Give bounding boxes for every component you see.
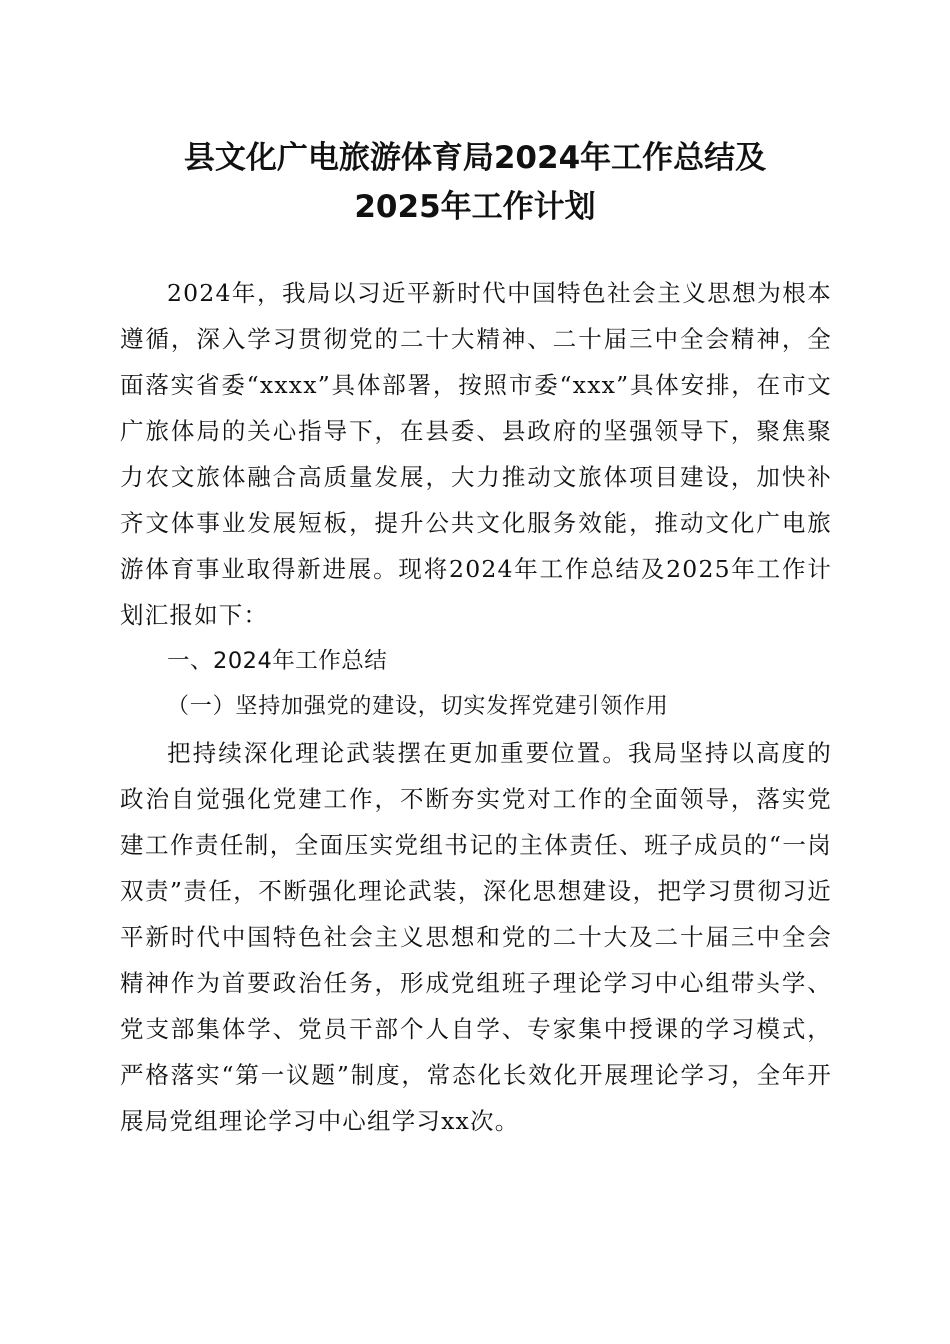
subsection-heading-party-building: （一）坚持加强党的建设，切实发挥党建引领作用 bbox=[167, 694, 669, 719]
document-title-line-2: 2025年工作计划 bbox=[354, 189, 596, 225]
document-title-line-1: 县文化广电旅游体育局2024年工作总结及 bbox=[183, 140, 767, 176]
section-heading-2024-summary: 一、2024年工作总结 bbox=[167, 648, 388, 674]
document-body bbox=[120, 270, 832, 1144]
party-building-paragraph: 把持续深化理论武装摆在更加重要位置。我局坚持以高度的政治自觉强化党建工作，不断夯实党对工作的全面领导，落实党建工作责任制，全面压实党组书记的主体责任、班子成员的“一岗双责”责任，不断强化理论武装，深化思想建设，把学习贯彻习近平新时代中国特色社会主义思想和党的二十大及二十届三中全会精神作为首要政治任务，形成党组班子理论学习中心组带头学、党支部集体学、党员干部个人自学、专家集中授课的学习模式，严格落实“第一议题”制度，常态化长效化开展理论学习，全年开展局党组理论学习中心组学习xx次。 bbox=[120, 739, 832, 1135]
intro-paragraph: 2024年，我局以习近平新时代中国特色社会主义思想为根本遵循，深入学习贯彻党的二十大精神、二十届三中全会精神，全面落实省委“xxxx”具体部署，按照市委“xxx”具体安排，在市文广旅体局的关心指导下，在县委、县政府的坚强领导下，聚焦聚力农文旅体融合高质量发展，大力推动文旅体项目建设，加快补齐文体事业发展短板，提升公共文化服务效能，推动文化广电旅游体育事业取得新进展。现将2024年工作总结及2025年工作计划汇报如下： bbox=[120, 279, 832, 629]
